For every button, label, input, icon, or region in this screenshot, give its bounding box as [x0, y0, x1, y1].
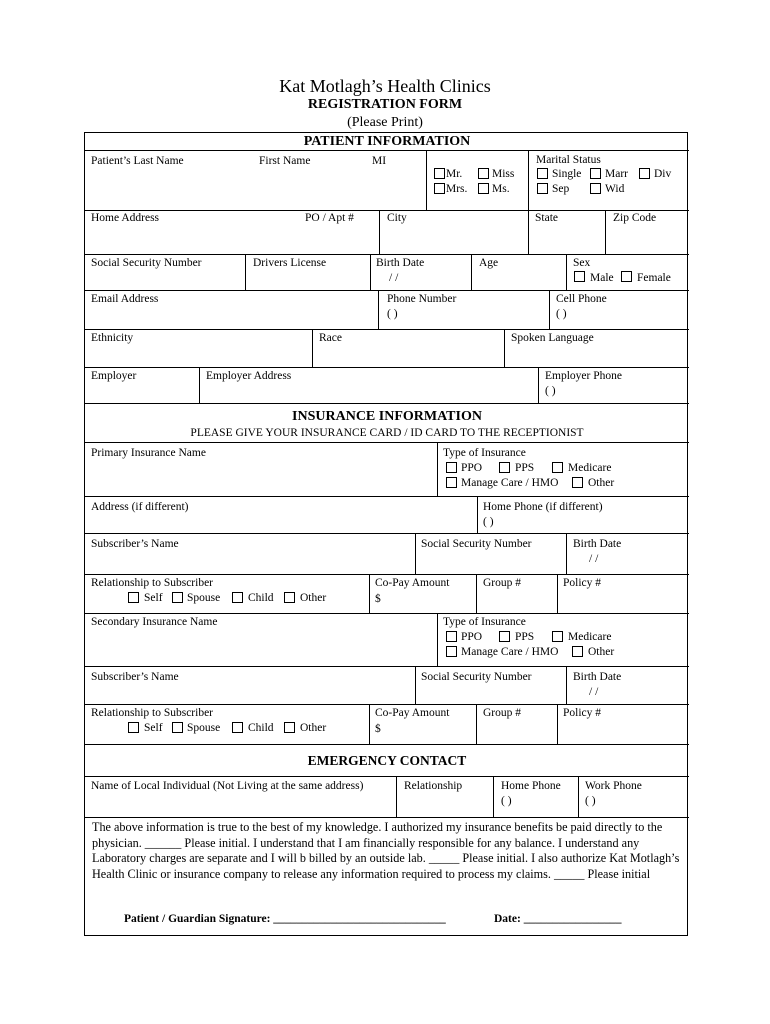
- divider: [85, 817, 689, 818]
- marital-status-label: Marital Status: [536, 154, 601, 166]
- other-insurance-label-2: Other: [588, 646, 615, 658]
- divider: [199, 367, 200, 403]
- divider: [312, 329, 313, 367]
- miss-label: Miss: [492, 168, 515, 180]
- patient-section-title: PATIENT INFORMATION: [303, 134, 471, 149]
- divider: [437, 613, 438, 666]
- divider: [370, 254, 371, 290]
- phone-parens: ( ): [387, 308, 398, 320]
- primary-insurance-name-label: Primary Insurance Name: [91, 447, 206, 459]
- secondary-insurance-name-label: Secondary Insurance Name: [91, 616, 218, 628]
- spouse-label: Spouse: [187, 592, 221, 604]
- print-instruction: (Please Print): [347, 115, 423, 130]
- registration-form: [84, 132, 688, 936]
- manage-care-label-2: Manage Care / HMO: [461, 646, 559, 658]
- divider: [85, 150, 689, 151]
- subscriber-ssn-label: Social Security Number: [421, 538, 532, 550]
- miss-checkbox[interactable]: [478, 168, 489, 179]
- ethnicity-label: Ethnicity: [91, 332, 134, 344]
- employer-address-label: Employer Address: [206, 370, 292, 382]
- divider: [378, 290, 379, 329]
- divider: [471, 254, 472, 290]
- date-line[interactable]: Date: _________________: [494, 913, 622, 925]
- divider: [557, 574, 558, 613]
- subscriber-birth-date-label: Birth Date: [573, 538, 622, 550]
- home-phone-if-different-label: Home Phone (if different): [483, 501, 603, 513]
- sex-label: Sex: [573, 257, 591, 269]
- div-checkbox[interactable]: [639, 168, 650, 179]
- first-name-label: First Name: [259, 155, 311, 167]
- divider: [566, 533, 567, 574]
- divider: [578, 776, 579, 817]
- copay-label-2: Co-Pay Amount: [375, 707, 450, 719]
- relationship-label: Relationship to Subscriber: [91, 577, 214, 589]
- divider: [504, 329, 505, 367]
- child-checkbox[interactable]: [232, 592, 243, 603]
- pps-checkbox-2[interactable]: [499, 631, 510, 642]
- pps-label-2: PPS: [515, 631, 535, 643]
- wid-checkbox[interactable]: [590, 183, 601, 194]
- spouse-checkbox[interactable]: [172, 592, 183, 603]
- divider: [538, 367, 539, 403]
- divider: [528, 150, 529, 210]
- divider: [369, 574, 370, 613]
- child-checkbox-2[interactable]: [232, 722, 243, 733]
- type-of-insurance-label: Type of Insurance: [443, 447, 526, 459]
- ms-label: Ms.: [492, 183, 510, 195]
- sep-label: Sep: [552, 183, 570, 195]
- zip-code-label: Zip Code: [613, 212, 657, 224]
- divider: [415, 666, 416, 704]
- emergency-home-phone-parens: ( ): [501, 795, 512, 807]
- policy-label: Policy #: [563, 577, 602, 589]
- insurance-card-notice: PLEASE GIVE YOUR INSURANCE CARD / ID CARD TO THE RECEPTIONIST: [190, 427, 584, 439]
- divider: [85, 744, 689, 745]
- home-phone-parens: ( ): [483, 516, 494, 528]
- male-checkbox[interactable]: [574, 271, 585, 282]
- mr-checkbox[interactable]: [434, 168, 445, 179]
- spoken-language-label: Spoken Language: [511, 332, 594, 344]
- ppo-label: PPO: [461, 462, 483, 474]
- consent-statement: The above information is true to the best of my knowledge. I authorized my insurance benefits be paid directly to the physician. ______ Please initial. I understand that I am financially responsible for any balance. I understand any Laboratory charges are separate and I will b billed by an outside lab. _____ Please initial. I also authorize Kat Motlagh’s Health Clinic or insurance company to release any information required to process my claims. _____ Please initial: [92, 820, 680, 881]
- ms-checkbox[interactable]: [478, 183, 489, 194]
- divider: [437, 442, 438, 496]
- ppo-checkbox-2[interactable]: [446, 631, 457, 642]
- medicare-checkbox[interactable]: [552, 462, 563, 473]
- medicare-label: Medicare: [568, 462, 612, 474]
- child-label: Child: [248, 592, 274, 604]
- divider: [396, 776, 397, 817]
- divider: [566, 254, 567, 290]
- divider: [426, 150, 427, 210]
- local-individual-label: Name of Local Individual (Not Living at the same address): [91, 780, 364, 792]
- medicare-label-2: Medicare: [568, 631, 612, 643]
- other-insurance-checkbox-2[interactable]: [572, 646, 583, 657]
- copay-dollar-2: $: [375, 723, 381, 735]
- emergency-home-phone-label: Home Phone: [501, 780, 561, 792]
- divider: [85, 496, 689, 497]
- divider: [557, 704, 558, 744]
- ppo-checkbox[interactable]: [446, 462, 457, 473]
- group-label-2: Group #: [483, 707, 522, 719]
- manage-care-label: Manage Care / HMO: [461, 477, 559, 489]
- signature-line[interactable]: Patient / Guardian Signature: ______________________________: [124, 913, 446, 925]
- phone-number-label: Phone Number: [387, 293, 457, 305]
- manage-care-checkbox[interactable]: [446, 477, 457, 488]
- race-label: Race: [319, 332, 342, 344]
- marr-checkbox[interactable]: [590, 168, 601, 179]
- wid-label: Wid: [605, 183, 625, 195]
- age-label: Age: [479, 257, 499, 269]
- divider: [379, 210, 380, 254]
- policy-label-2: Policy #: [563, 707, 602, 719]
- medicare-checkbox-2[interactable]: [552, 631, 563, 642]
- divider: [369, 704, 370, 744]
- insurance-section-title: INSURANCE INFORMATION: [292, 409, 482, 424]
- subscriber-name-label-2: Subscriber’s Name: [91, 671, 179, 683]
- female-label: Female: [637, 272, 671, 284]
- div-label: Div: [654, 168, 672, 180]
- divider: [566, 666, 567, 704]
- other-insurance-checkbox[interactable]: [572, 477, 583, 488]
- divider: [85, 290, 689, 291]
- divider: [415, 533, 416, 574]
- emergency-work-phone-parens: ( ): [585, 795, 596, 807]
- drivers-license-label: Drivers License: [253, 257, 327, 269]
- mr-label: Mr.: [446, 168, 463, 180]
- type-of-insurance-label-2: Type of Insurance: [443, 616, 526, 628]
- emergency-work-phone-label: Work Phone: [585, 780, 642, 792]
- other-relationship-checkbox[interactable]: [284, 592, 295, 603]
- ppo-label-2: PPO: [461, 631, 483, 643]
- divider: [493, 776, 494, 817]
- divider: [85, 442, 689, 443]
- single-checkbox[interactable]: [537, 168, 548, 179]
- subscriber-name-label: Subscriber’s Name: [91, 538, 179, 550]
- divider: [85, 367, 689, 368]
- self-checkbox[interactable]: [128, 592, 139, 603]
- manage-care-checkbox-2[interactable]: [446, 646, 457, 657]
- home-address-label: Home Address: [91, 212, 160, 224]
- spouse-checkbox-2[interactable]: [172, 722, 183, 733]
- other-insurance-label: Other: [588, 477, 615, 489]
- spouse-label-2: Spouse: [187, 722, 221, 734]
- pps-label: PPS: [515, 462, 535, 474]
- subscriber-ssn-label-2: Social Security Number: [421, 671, 532, 683]
- employer-label: Employer: [91, 370, 137, 382]
- mi-label: MI: [372, 155, 387, 167]
- divider: [549, 290, 550, 329]
- divider: [605, 210, 606, 254]
- other-relationship-label: Other: [300, 592, 327, 604]
- self-label-2: Self: [144, 722, 163, 734]
- other-relationship-checkbox-2[interactable]: [284, 722, 295, 733]
- divider: [85, 776, 689, 777]
- sep-checkbox[interactable]: [537, 183, 548, 194]
- self-label: Self: [144, 592, 163, 604]
- address-if-different-label: Address (if different): [91, 501, 189, 513]
- mrs-checkbox[interactable]: [434, 183, 445, 194]
- employer-phone-label: Employer Phone: [545, 370, 622, 382]
- male-label: Male: [590, 272, 614, 284]
- city-label: City: [387, 212, 407, 224]
- pps-checkbox[interactable]: [499, 462, 510, 473]
- cell-phone-parens: ( ): [556, 308, 567, 320]
- form-title: REGISTRATION FORM: [307, 97, 463, 112]
- copay-dollar: $: [375, 593, 381, 605]
- clinic-name: Kat Motlagh’s Health Clinics: [279, 76, 491, 96]
- divider: [476, 704, 477, 744]
- divider: [85, 403, 689, 404]
- self-checkbox-2[interactable]: [128, 722, 139, 733]
- divider: [528, 210, 529, 254]
- child-label-2: Child: [248, 722, 274, 734]
- divider: [477, 496, 478, 533]
- divider: [85, 613, 689, 614]
- emergency-section-title: EMERGENCY CONTACT: [307, 753, 467, 768]
- subscriber-birth-date-label-2: Birth Date: [573, 671, 622, 683]
- po-apt-label: PO / Apt #: [305, 212, 354, 224]
- ssn-label: Social Security Number: [91, 257, 202, 269]
- emergency-relationship-label: Relationship: [404, 780, 463, 792]
- divider: [85, 704, 689, 705]
- divider: [85, 254, 689, 255]
- divider: [85, 574, 689, 575]
- birth-date-label: Birth Date: [376, 257, 425, 269]
- marr-label: Marr: [605, 168, 628, 180]
- divider: [85, 533, 689, 534]
- divider: [85, 329, 689, 330]
- mrs-label: Mrs.: [446, 183, 468, 195]
- subscriber-birth-date-slashes: / /: [589, 553, 599, 565]
- divider: [245, 254, 246, 290]
- other-relationship-label-2: Other: [300, 722, 327, 734]
- relationship-label-2: Relationship to Subscriber: [91, 707, 214, 719]
- employer-phone-parens: ( ): [545, 385, 556, 397]
- divider: [85, 666, 689, 667]
- single-label: Single: [552, 168, 582, 180]
- divider: [476, 574, 477, 613]
- group-label: Group #: [483, 577, 522, 589]
- state-label: State: [535, 212, 558, 224]
- subscriber-birth-date-slashes-2: / /: [589, 686, 599, 698]
- cell-phone-label: Cell Phone: [556, 293, 607, 305]
- birth-date-slashes: / /: [389, 272, 399, 284]
- copay-label: Co-Pay Amount: [375, 577, 450, 589]
- female-checkbox[interactable]: [621, 271, 632, 282]
- email-label: Email Address: [91, 293, 159, 305]
- last-name-label: Patient’s Last Name: [91, 155, 184, 167]
